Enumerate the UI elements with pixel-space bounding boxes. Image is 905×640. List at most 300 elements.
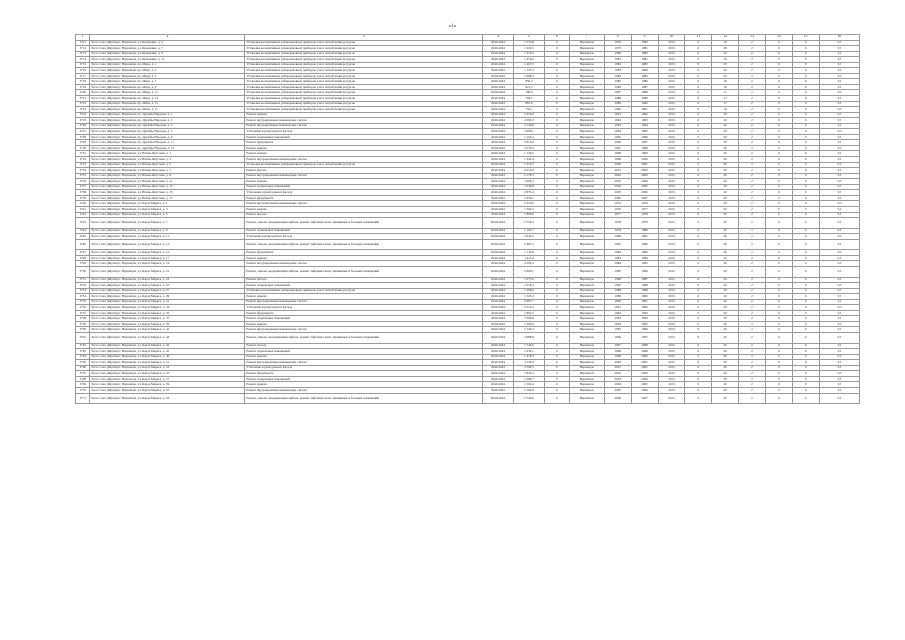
amount-cell: 2 640,2: [513, 234, 544, 240]
work-type-cell: Ремонт крыши: [245, 112, 483, 118]
col12-cell: 20: [712, 354, 739, 360]
period-cell: 2040-2044: [482, 145, 513, 151]
col6-cell: 0: [544, 283, 569, 289]
col11-cell: 0: [685, 46, 712, 52]
address-cell: Респ. Саха (Якутия) г. Нерюнгри, пр. Мира, д. 3: [90, 68, 245, 74]
col11-cell: 0: [685, 283, 712, 289]
col13-cell: 2: [739, 84, 766, 90]
amount-cell: 1 316,3: [513, 51, 544, 57]
col6-cell: 0: [544, 168, 569, 174]
col11-cell: 0: [685, 218, 712, 229]
col16-cell: 3,5: [819, 212, 859, 218]
col15-cell: 0: [792, 168, 819, 174]
col11-cell: 0: [685, 206, 712, 212]
col14-cell: 0: [765, 321, 792, 327]
settlement-cell: Нерюнгри: [569, 321, 604, 327]
year-commission-cell: 1996: [631, 327, 658, 333]
address-cell: Респ. Саха (Якутия) г. Нерюнгри, ул. Карла Маркса, д. 43: [90, 333, 245, 344]
col13-cell: 2: [739, 112, 766, 118]
row-number: 3712: [76, 46, 90, 52]
row-number: 3739: [76, 195, 90, 201]
col14-cell: 0: [765, 288, 792, 294]
year-built-cell: 2001: [604, 365, 631, 371]
col12-cell: 20: [712, 349, 739, 355]
column-header: 2: [90, 35, 245, 41]
amount-cell: 2 205,4: [513, 261, 544, 267]
col16-cell: 3,5: [819, 62, 859, 68]
address-cell: Респ. Саха (Якутия) г. Нерюнгри, ул. Карла Маркса, д. 13: [90, 239, 245, 250]
work-type-cell: Ремонт подвальных помещений: [245, 228, 483, 234]
column-header: 14: [765, 35, 792, 41]
address-cell: Респ. Саха (Якутия) г. Нерюнгри, ул. Южно-Якутская, д. 13: [90, 184, 245, 190]
col14-cell: 0: [765, 283, 792, 289]
period-cell: 2040-2044: [482, 68, 513, 74]
col16-cell: 3,5: [819, 393, 859, 404]
settlement-cell: Нерюнгри: [569, 168, 604, 174]
col12-cell: 20: [712, 283, 739, 289]
col16-cell: 3,5: [819, 261, 859, 267]
year-survey-cell: 2013: [658, 354, 685, 360]
col16-cell: 3,5: [819, 299, 859, 305]
col15-cell: 0: [792, 79, 819, 85]
col13-cell: 2: [739, 360, 766, 366]
settlement-cell: Нерюнгри: [569, 201, 604, 207]
col6-cell: 0: [544, 333, 569, 344]
col15-cell: 0: [792, 371, 819, 377]
col16-cell: 3,5: [819, 327, 859, 333]
year-survey-cell: 2013: [658, 382, 685, 388]
col16-cell: 3,5: [819, 57, 859, 63]
column-header: 16: [819, 35, 859, 41]
year-survey-cell: 2013: [658, 129, 685, 135]
row-number: 3715: [76, 62, 90, 68]
year-commission-cell: 1985: [631, 261, 658, 267]
col13-cell: 2: [739, 195, 766, 201]
row-number: 3730: [76, 145, 90, 151]
settlement-cell: Нерюнгри: [569, 145, 604, 151]
settlement-cell: Нерюнгри: [569, 46, 604, 52]
col6-cell: 0: [544, 118, 569, 124]
year-survey-cell: 2013: [658, 283, 685, 289]
col6-cell: 0: [544, 51, 569, 57]
year-built-cell: 1987: [604, 90, 631, 96]
work-type-cell: Установка коллективных (общедомовых) приборов учета потребления ресурсов: [245, 101, 483, 107]
col13-cell: 2: [739, 228, 766, 234]
col6-cell: 0: [544, 201, 569, 207]
col14-cell: 0: [765, 201, 792, 207]
year-survey-cell: 2013: [658, 162, 685, 168]
col12-cell: 20: [712, 388, 739, 394]
year-built-cell: 1990: [604, 299, 631, 305]
amount-cell: 1 066,9: [513, 316, 544, 322]
year-built-cell: 1992: [604, 118, 631, 124]
settlement-cell: Нерюнгри: [569, 288, 604, 294]
address-cell: Респ. Саха (Якутия) г. Нерюнгри, ул. Карла Маркса, д. 23: [90, 277, 245, 283]
col13-cell: 2: [739, 107, 766, 113]
year-built-cell: 1985: [604, 79, 631, 85]
col11-cell: 0: [685, 162, 712, 168]
settlement-cell: Нерюнгри: [569, 333, 604, 344]
row-number: 3759: [76, 321, 90, 327]
col12-cell: 24: [712, 57, 739, 63]
work-type-cell: Ремонт крыши: [245, 179, 483, 185]
row-number: 3714: [76, 57, 90, 63]
col12-cell: 17: [712, 96, 739, 102]
col16-cell: 3,5: [819, 228, 859, 234]
col15-cell: 0: [792, 365, 819, 371]
year-commission-cell: 2002: [631, 365, 658, 371]
col6-cell: 0: [544, 90, 569, 96]
amount-cell: 2 087,7: [513, 299, 544, 305]
year-built-cell: 1979: [604, 46, 631, 52]
col12-cell: 25: [712, 62, 739, 68]
col12-cell: 18: [712, 84, 739, 90]
col12-cell: 20: [712, 162, 739, 168]
col11-cell: 0: [685, 62, 712, 68]
col14-cell: 0: [765, 118, 792, 124]
col15-cell: 0: [792, 382, 819, 388]
address-cell: Респ. Саха (Якутия) г. Нерюнгри, ул. Карла Маркса, д. 59: [90, 382, 245, 388]
amount-cell: 2 090,3: [513, 118, 544, 124]
col13-cell: 2: [739, 145, 766, 151]
settlement-cell: Нерюнгри: [569, 305, 604, 311]
settlement-cell: Нерюнгри: [569, 239, 604, 250]
work-type-cell: Ремонт фасада: [245, 212, 483, 218]
col13-cell: 2: [739, 51, 766, 57]
col13-cell: 2: [739, 294, 766, 300]
year-commission-cell: 1986: [631, 266, 658, 277]
work-type-cell: Ремонт внутридомовых инженерных систем: [245, 157, 483, 163]
col6-cell: 0: [544, 354, 569, 360]
settlement-cell: Нерюнгри: [569, 388, 604, 394]
col15-cell: 0: [792, 333, 819, 344]
col6-cell: 0: [544, 57, 569, 63]
work-type-cell: Установка коллективных (общедомовых) приборов учета потребления ресурсов: [245, 162, 483, 168]
col15-cell: 0: [792, 321, 819, 327]
period-cell: 2040-2044: [482, 179, 513, 185]
year-built-cell: 1976: [604, 40, 631, 46]
period-cell: 2040-2044: [482, 195, 513, 201]
year-commission-cell: 2004: [631, 376, 658, 382]
col12-cell: 17: [712, 90, 739, 96]
col6-cell: 0: [544, 184, 569, 190]
col6-cell: 0: [544, 79, 569, 85]
col13-cell: 2: [739, 255, 766, 261]
column-header: 5: [513, 35, 544, 41]
year-built-cell: 1975: [604, 201, 631, 207]
year-survey-cell: 2013: [658, 212, 685, 218]
col14-cell: 0: [765, 212, 792, 218]
col6-cell: 0: [544, 162, 569, 168]
year-survey-cell: 2013: [658, 68, 685, 74]
col14-cell: 0: [765, 40, 792, 46]
col14-cell: 0: [765, 266, 792, 277]
col16-cell: 3,5: [819, 239, 859, 250]
year-survey-cell: 2013: [658, 46, 685, 52]
period-cell: 2040-2044: [482, 250, 513, 256]
col6-cell: 0: [544, 316, 569, 322]
col16-cell: 3,5: [819, 388, 859, 394]
period-cell: 2040-2044: [482, 168, 513, 174]
col13-cell: 2: [739, 173, 766, 179]
settlement-cell: Нерюнгри: [569, 234, 604, 240]
year-survey-cell: 2013: [658, 107, 685, 113]
address-cell: Респ. Саха (Якутия) г. Нерюнгри, ул. Карла Маркса, д. 17: [90, 255, 245, 261]
period-cell: 2040-2044: [482, 201, 513, 207]
col16-cell: 3,5: [819, 218, 859, 229]
settlement-cell: Нерюнгри: [569, 57, 604, 63]
col12-cell: 20: [712, 288, 739, 294]
col16-cell: 3,5: [819, 184, 859, 190]
column-header: 10: [658, 35, 685, 41]
col11-cell: 0: [685, 277, 712, 283]
address-cell: Респ. Саха (Якутия) г. Нерюнгри, пр. Дружбы Народов, д. 3: [90, 118, 245, 124]
col15-cell: 0: [792, 354, 819, 360]
year-commission-cell: 1991: [631, 107, 658, 113]
amount-cell: 1 034,1: [513, 349, 544, 355]
col14-cell: 0: [765, 250, 792, 256]
year-built-cell: 2005: [604, 388, 631, 394]
period-cell: 2040-2044: [482, 343, 513, 349]
year-commission-cell: 2003: [631, 371, 658, 377]
settlement-cell: Нерюнгри: [569, 354, 604, 360]
col11-cell: 0: [685, 51, 712, 57]
col12-cell: 22: [712, 73, 739, 79]
year-survey-cell: 2013: [658, 365, 685, 371]
col15-cell: 0: [792, 277, 819, 283]
year-survey-cell: 2013: [658, 84, 685, 90]
col13-cell: 2: [739, 393, 766, 404]
year-built-cell: 1987: [604, 283, 631, 289]
year-built-cell: 1978: [604, 218, 631, 229]
amount-cell: 1 298,6: [513, 288, 544, 294]
col11-cell: 0: [685, 184, 712, 190]
year-survey-cell: 2013: [658, 333, 685, 344]
col6-cell: 0: [544, 190, 569, 196]
col14-cell: 0: [765, 261, 792, 267]
settlement-cell: Нерюнгри: [569, 96, 604, 102]
col11-cell: 0: [685, 118, 712, 124]
col16-cell: 3,5: [819, 321, 859, 327]
settlement-cell: Нерюнгри: [569, 151, 604, 157]
col15-cell: 0: [792, 46, 819, 52]
period-cell: 2040-2044: [482, 184, 513, 190]
year-built-cell: 2006: [604, 195, 631, 201]
col16-cell: 3,5: [819, 283, 859, 289]
year-survey-cell: 2013: [658, 201, 685, 207]
settlement-cell: Нерюнгри: [569, 107, 604, 113]
row-number: 3719: [76, 84, 90, 90]
col15-cell: 0: [792, 206, 819, 212]
col6-cell: 0: [544, 112, 569, 118]
year-commission-cell: 1983: [631, 250, 658, 256]
col15-cell: 0: [792, 212, 819, 218]
year-survey-cell: 2013: [658, 145, 685, 151]
amount-cell: 1 102,7: [513, 228, 544, 234]
year-survey-cell: 2013: [658, 190, 685, 196]
col11-cell: 0: [685, 168, 712, 174]
work-type-cell: Ремонт фундамента: [245, 195, 483, 201]
work-type-cell: Установка коллективных (общедомовых) приборов учета потребления ресурсов: [245, 68, 483, 74]
amount-cell: 1 411,9: [513, 255, 544, 261]
year-commission-cell: 1983: [631, 62, 658, 68]
amount-cell: 2 754,0: [513, 218, 544, 229]
col12-cell: 20: [712, 316, 739, 322]
year-survey-cell: 2013: [658, 57, 685, 63]
address-cell: Респ. Саха (Якутия) г. Нерюнгри, пр. Дружбы Народов, д. 9: [90, 134, 245, 140]
col15-cell: 0: [792, 393, 819, 404]
col6-cell: 0: [544, 299, 569, 305]
work-type-cell: Ремонт внутридомовых инженерных систем: [245, 299, 483, 305]
col14-cell: 0: [765, 294, 792, 300]
amount-cell: 1 826,3: [513, 371, 544, 377]
period-cell: 2040-2044: [482, 349, 513, 355]
period-cell: 2040-2044: [482, 190, 513, 196]
col13-cell: 2: [739, 349, 766, 355]
col13-cell: 2: [739, 305, 766, 311]
col14-cell: 0: [765, 129, 792, 135]
col14-cell: 0: [765, 51, 792, 57]
year-commission-cell: 1980: [631, 228, 658, 234]
col16-cell: 3,5: [819, 354, 859, 360]
period-cell: 2040-2044: [482, 123, 513, 129]
amount-cell: 2 178,3: [513, 173, 544, 179]
col12-cell: 20: [712, 343, 739, 349]
year-commission-cell: 1998: [631, 145, 658, 151]
col13-cell: 2: [739, 157, 766, 163]
col6-cell: 0: [544, 129, 569, 135]
year-survey-cell: 2013: [658, 234, 685, 240]
col13-cell: 2: [739, 354, 766, 360]
row-number: 3762: [76, 343, 90, 349]
col15-cell: 0: [792, 250, 819, 256]
amount-cell: 821,3: [513, 84, 544, 90]
work-type-cell: Установка коллективных (общедомовых) приборов учета потребления ресурсов: [245, 73, 483, 79]
col16-cell: 3,5: [819, 162, 859, 168]
year-built-cell: 1982: [604, 62, 631, 68]
amount-cell: 1 890,6: [513, 212, 544, 218]
year-commission-cell: 1992: [631, 305, 658, 311]
work-type-cell: Ремонт крыши: [245, 255, 483, 261]
col13-cell: 2: [739, 239, 766, 250]
year-built-cell: 1996: [604, 140, 631, 146]
row-number: 3742: [76, 212, 90, 218]
col15-cell: 0: [792, 376, 819, 382]
row-number: 3711: [76, 40, 90, 46]
year-commission-cell: 1999: [631, 151, 658, 157]
col16-cell: 3,5: [819, 112, 859, 118]
work-type-cell: Ремонт, замена, модернизация лифтов, ремонт лифтовых шахт, машинных и блочных помещений: [245, 218, 483, 229]
col13-cell: 2: [739, 343, 766, 349]
col16-cell: 3,5: [819, 305, 859, 311]
col6-cell: 0: [544, 349, 569, 355]
row-number: 3741: [76, 206, 90, 212]
col6-cell: 0: [544, 101, 569, 107]
year-survey-cell: 2013: [658, 112, 685, 118]
year-commission-cell: 1993: [631, 310, 658, 316]
address-cell: Респ. Саха (Якутия) г. Нерюнгри, ул. Южно-Якутская, д. 7: [90, 168, 245, 174]
year-survey-cell: 2013: [658, 327, 685, 333]
year-commission-cell: 1991: [631, 299, 658, 305]
row-number: 3735: [76, 173, 90, 179]
address-cell: Респ. Саха (Якутия) г. Нерюнгри, пр. Мира, д. 15: [90, 101, 245, 107]
year-built-cell: 1976: [604, 206, 631, 212]
settlement-cell: Нерюнгри: [569, 140, 604, 146]
col13-cell: 2: [739, 371, 766, 377]
period-cell: 2040-2044: [482, 151, 513, 157]
settlement-cell: Нерюнгри: [569, 179, 604, 185]
work-type-cell: Установка коллективных (общедомовых) приборов учета потребления ресурсов: [245, 107, 483, 113]
year-survey-cell: 2013: [658, 151, 685, 157]
col6-cell: 0: [544, 277, 569, 283]
settlement-cell: Нерюнгри: [569, 349, 604, 355]
year-commission-cell: 1984: [631, 68, 658, 74]
col15-cell: 0: [792, 157, 819, 163]
period-cell: 2040-2044: [482, 84, 513, 90]
address-cell: Респ. Саха (Якутия) г. Нерюнгри, ул. Карла Маркса, д. 11: [90, 234, 245, 240]
col12-cell: 20: [712, 195, 739, 201]
col14-cell: 0: [765, 218, 792, 229]
work-type-cell: Ремонт фасада: [245, 168, 483, 174]
year-commission-cell: 1989: [631, 288, 658, 294]
col11-cell: 0: [685, 173, 712, 179]
col12-cell: 28: [712, 46, 739, 52]
amount-cell: 2 512,4: [513, 305, 544, 311]
period-cell: 2040-2044: [482, 393, 513, 404]
col11-cell: 0: [685, 360, 712, 366]
col15-cell: 0: [792, 327, 819, 333]
col6-cell: 0: [544, 195, 569, 201]
settlement-cell: Нерюнгри: [569, 294, 604, 300]
col14-cell: 0: [765, 310, 792, 316]
amount-cell: 2 688,8: [513, 333, 544, 344]
col14-cell: 0: [765, 90, 792, 96]
row-number: 3750: [76, 266, 90, 277]
settlement-cell: Нерюнгри: [569, 371, 604, 377]
col15-cell: 0: [792, 299, 819, 305]
settlement-cell: Нерюнгри: [569, 84, 604, 90]
row-number: 3736: [76, 179, 90, 185]
address-cell: Респ. Саха (Якутия) г. Нерюнгри, ул. Карла Маркса, д. 63: [90, 393, 245, 404]
col12-cell: 20: [712, 365, 739, 371]
work-type-cell: Ремонт подвальных помещений: [245, 184, 483, 190]
amount-cell: 2 118,0: [513, 360, 544, 366]
settlement-cell: Нерюнгри: [569, 112, 604, 118]
address-cell: Респ. Саха (Якутия) г. Нерюнгри, пр. Мира, д. 7: [90, 79, 245, 85]
col12-cell: 20: [712, 151, 739, 157]
register-body: [76, 40, 860, 404]
col12-cell: 20: [712, 145, 739, 151]
col11-cell: 0: [685, 151, 712, 157]
col14-cell: 0: [765, 151, 792, 157]
col13-cell: 2: [739, 327, 766, 333]
year-survey-cell: 2013: [658, 134, 685, 140]
year-commission-cell: 1981: [631, 234, 658, 240]
year-commission-cell: 1982: [631, 239, 658, 250]
year-built-cell: 2002: [604, 371, 631, 377]
col16-cell: 3,5: [819, 46, 859, 52]
row-number: 3722: [76, 101, 90, 107]
col13-cell: 2: [739, 40, 766, 46]
col11-cell: 0: [685, 145, 712, 151]
year-survey-cell: 2013: [658, 376, 685, 382]
settlement-cell: Нерюнгри: [569, 90, 604, 96]
col12-cell: 20: [712, 277, 739, 283]
amount-cell: 2 012,6: [513, 140, 544, 146]
col14-cell: 0: [765, 305, 792, 311]
column-header: 6: [544, 35, 569, 41]
work-type-cell: Ремонт подвальных помещений: [245, 316, 483, 322]
